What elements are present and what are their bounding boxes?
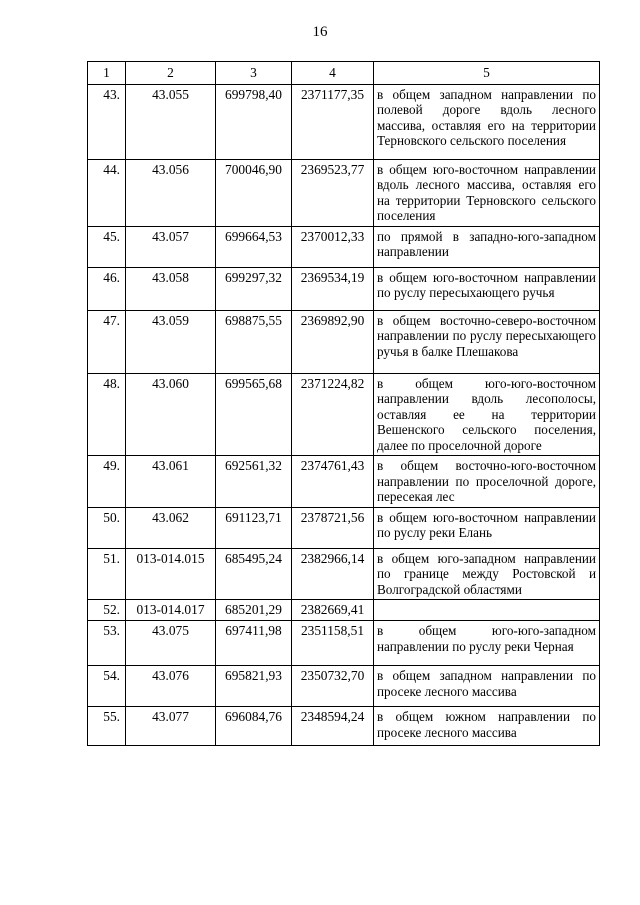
- coordinate-y: 2351158,51: [292, 621, 374, 666]
- boundary-points-table: [87, 61, 600, 746]
- point-id: 013-014.015: [126, 548, 216, 600]
- table-row: [88, 267, 600, 310]
- header-col-1: 1: [88, 62, 126, 85]
- row-number: 43.: [88, 84, 126, 159]
- boundary-description: в общем юго-юго-восточном направлении вдоль лесополосы, оставляя ее на территории Вешенского сельского поселения, далее по проселочной дороге: [374, 373, 600, 456]
- header-col-3: 3: [216, 62, 292, 85]
- table-row: [88, 159, 600, 226]
- coordinate-y: 2378721,56: [292, 507, 374, 548]
- row-number: 51.: [88, 548, 126, 600]
- boundary-description: в общем юго-восточном направлении по руслу пересыхающего ручья: [374, 267, 600, 310]
- table-row: [88, 548, 600, 600]
- row-number: 44.: [88, 159, 126, 226]
- coordinate-y: 2374761,43: [292, 456, 374, 508]
- boundary-description: в общем восточно-северо-восточном направлении по руслу пересыхающего ручья в балке Плешакова: [374, 310, 600, 373]
- table-row: [88, 707, 600, 746]
- table-row: [88, 621, 600, 666]
- coordinate-x: 696084,76: [216, 707, 292, 746]
- point-id: 43.062: [126, 507, 216, 548]
- coordinate-y: 2350732,70: [292, 666, 374, 707]
- header-col-5: 5: [374, 62, 600, 85]
- coordinate-y: 2369534,19: [292, 267, 374, 310]
- point-id: 43.056: [126, 159, 216, 226]
- row-number: 47.: [88, 310, 126, 373]
- header-col-2: 2: [126, 62, 216, 85]
- boundary-description: [374, 600, 600, 621]
- table-row: [88, 666, 600, 707]
- point-id: 43.075: [126, 621, 216, 666]
- coordinate-x: 699798,40: [216, 84, 292, 159]
- boundary-description: в общем юго-юго-западном направлении по руслу реки Черная: [374, 621, 600, 666]
- table-row: [88, 600, 600, 621]
- header-col-4: 4: [292, 62, 374, 85]
- row-number: 45.: [88, 226, 126, 267]
- point-id: 43.057: [126, 226, 216, 267]
- coordinate-y: 2382966,14: [292, 548, 374, 600]
- point-id: 43.059: [126, 310, 216, 373]
- coordinate-x: 699565,68: [216, 373, 292, 456]
- table-row: [88, 84, 600, 159]
- coordinate-y: 2369892,90: [292, 310, 374, 373]
- coordinate-x: 685201,29: [216, 600, 292, 621]
- boundary-description: в общем юго-восточном направлении вдоль лесного массива, оставляя его на территории Терновского сельского поселения: [374, 159, 600, 226]
- table-row: [88, 226, 600, 267]
- table-row: [88, 310, 600, 373]
- coordinate-x: 699664,53: [216, 226, 292, 267]
- boundary-description: в общем западном направлении по полевой дороге вдоль лесного массива, оставляя его на территории Терновского сельского поселения: [374, 84, 600, 159]
- row-number: 50.: [88, 507, 126, 548]
- boundary-description: в общем восточно-юго-восточном направлении по проселочной дороге, пересекая лес: [374, 456, 600, 508]
- boundary-description: по прямой в западно-юго-западном направлении: [374, 226, 600, 267]
- point-id: 43.061: [126, 456, 216, 508]
- row-number: 55.: [88, 707, 126, 746]
- point-id: 43.058: [126, 267, 216, 310]
- coordinate-x: 691123,71: [216, 507, 292, 548]
- coordinate-y: 2382669,41: [292, 600, 374, 621]
- coordinate-x: 692561,32: [216, 456, 292, 508]
- row-number: 53.: [88, 621, 126, 666]
- table-row: [88, 456, 600, 508]
- row-number: 49.: [88, 456, 126, 508]
- coordinate-y: 2370012,33: [292, 226, 374, 267]
- page-number: 16: [312, 24, 328, 40]
- point-id: 43.076: [126, 666, 216, 707]
- table-header-row: [88, 62, 600, 85]
- coordinate-y: 2348594,24: [292, 707, 374, 746]
- coordinate-x: 699297,32: [216, 267, 292, 310]
- coordinate-x: 700046,90: [216, 159, 292, 226]
- point-id: 013-014.017: [126, 600, 216, 621]
- point-id: 43.077: [126, 707, 216, 746]
- table-row: [88, 507, 600, 548]
- boundary-description: в общем южном направлении по просеке лесного массива: [374, 707, 600, 746]
- row-number: 48.: [88, 373, 126, 456]
- boundary-description: в общем юго-западном направлении по границе между Ростовской и Волгоградской областями: [374, 548, 600, 600]
- coordinate-x: 685495,24: [216, 548, 292, 600]
- coordinate-y: 2371224,82: [292, 373, 374, 456]
- table-row: [88, 373, 600, 456]
- boundary-description: в общем юго-восточном направлении по руслу реки Елань: [374, 507, 600, 548]
- point-id: 43.060: [126, 373, 216, 456]
- row-number: 52.: [88, 600, 126, 621]
- coordinate-y: 2369523,77: [292, 159, 374, 226]
- coordinate-x: 697411,98: [216, 621, 292, 666]
- coordinate-x: 698875,55: [216, 310, 292, 373]
- coordinate-y: 2371177,35: [292, 84, 374, 159]
- point-id: 43.055: [126, 84, 216, 159]
- boundary-description: в общем западном направлении по просеке лесного массива: [374, 666, 600, 707]
- row-number: 46.: [88, 267, 126, 310]
- coordinate-x: 695821,93: [216, 666, 292, 707]
- row-number: 54.: [88, 666, 126, 707]
